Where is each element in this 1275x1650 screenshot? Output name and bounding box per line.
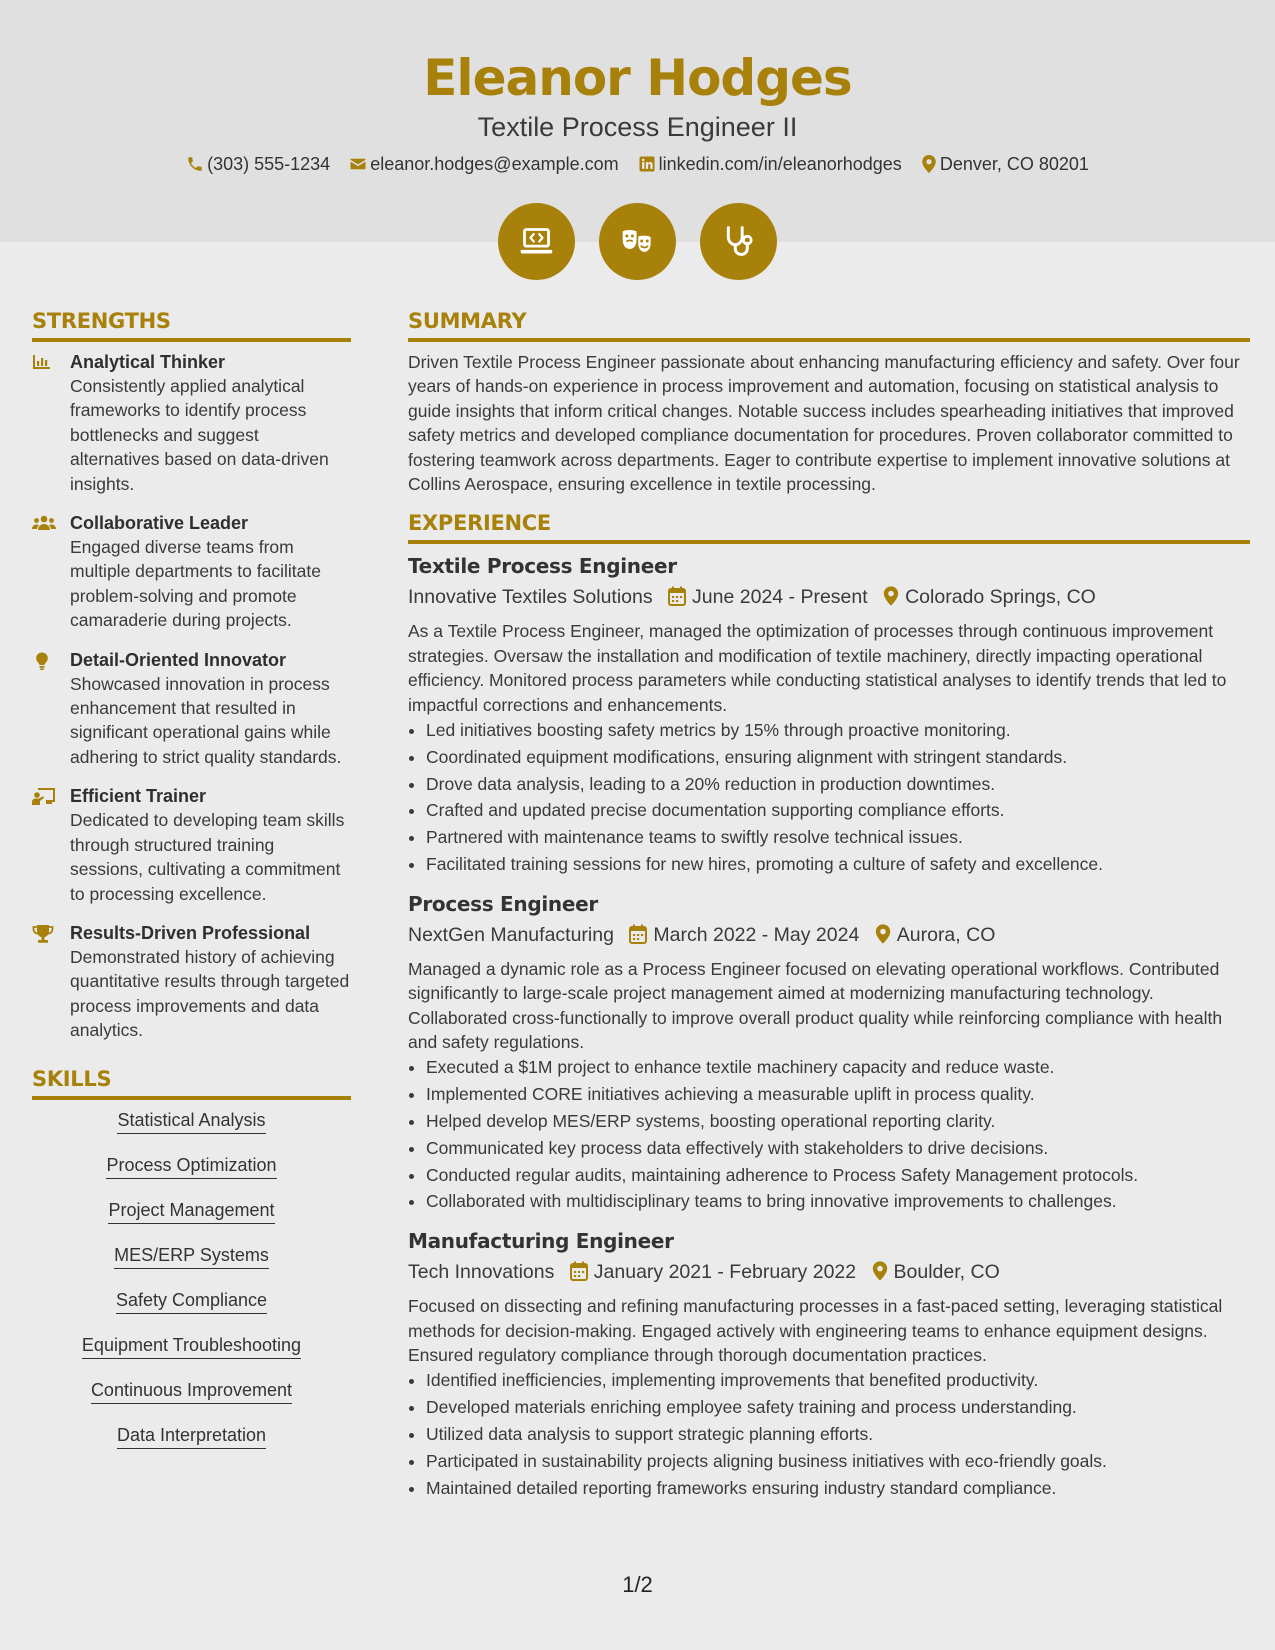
- job-dates-text: January 2021 - February 2022: [593, 1261, 857, 1284]
- skill-item: [32, 1423, 351, 1449]
- strength-desc: Engaged diverse teams from multiple departments to facilitate problem-solving and promote camaraderie during projects.: [70, 537, 321, 631]
- skill-label: Process Optimization: [106, 1153, 276, 1179]
- badge-laptop-code: [498, 203, 575, 280]
- strength-item: [32, 648, 351, 770]
- skill-item: [32, 1108, 351, 1134]
- job-description: Managed a dynamic role as a Process Engineer focused on elevating operational workflows. Contributed significantly to large-scale project management aimed at modernizing manufacturing technology. Collaborated cross-functionally to improve overall product quality while reinforcing compliance with health and safety regulations.: [408, 958, 1223, 1053]
- bullet-item: • Developed materials enriching employee safety training and process understanding.: [426, 1394, 1250, 1421]
- bullet-item: • Implemented CORE initiatives achieving a measurable uplift in process quality.: [426, 1081, 1250, 1108]
- skills-heading: SKILLS: [32, 1066, 351, 1100]
- candidate-title: Textile Process Engineer II: [477, 112, 798, 142]
- summary-heading: SUMMARY: [408, 308, 1250, 342]
- bullet-item: • Crafted and updated precise documentation supporting compliance efforts.: [426, 797, 1250, 824]
- strength-item: [32, 921, 351, 1043]
- theater-masks-icon: [619, 223, 656, 260]
- strength-item: [32, 350, 351, 496]
- job-dates-text: June 2024 - Present: [692, 586, 868, 609]
- job-bullets: [408, 1367, 1250, 1501]
- job-location-text: Colorado Springs, CO: [905, 586, 1096, 609]
- linkedin-icon: [638, 155, 656, 173]
- map-marker-icon: [875, 924, 891, 944]
- strengths-heading: STRENGTHS: [32, 308, 351, 342]
- skill-label: Data Interpretation: [117, 1423, 266, 1449]
- strength-desc: Demonstrated history of achieving quantitative results through targeted process improvements and data analytics.: [70, 946, 350, 1041]
- bullet-item: • Collaborated with multidisciplinary teams to bring innovative improvements to challenges.: [426, 1188, 1250, 1215]
- job-dates: [668, 583, 868, 611]
- map-marker-icon: [872, 1261, 888, 1281]
- skill-item: [32, 1153, 351, 1179]
- page-number: 1/2: [622, 1572, 653, 1597]
- job-bullets: [408, 717, 1250, 878]
- skill-item: [32, 1243, 351, 1269]
- job-bullets: [408, 1054, 1250, 1215]
- stethoscope-icon: [720, 223, 757, 260]
- calendar-icon: [629, 924, 647, 944]
- job-company: Tech Innovations: [408, 1261, 555, 1284]
- laptop-code-icon: [518, 223, 555, 260]
- bullet-item: • Participated in sustainability projects aligning business initiatives with eco-friendly goals.: [426, 1448, 1250, 1475]
- skill-label: Statistical Analysis: [117, 1108, 265, 1134]
- skill-item: [32, 1198, 351, 1224]
- job-description: Focused on dissecting and refining manufacturing processes in a fast-paced setting, leveraging statistical methods for decision-making. Engaged actively with engineering teams to enhance equipment designs. Ensured regulatory compliance through thorough documentation practices.: [408, 1296, 1223, 1366]
- job-company: NextGen Manufacturing: [408, 923, 614, 946]
- strength-title: Collaborative Leader: [70, 513, 249, 534]
- bullet-item: • Coordinated equipment modifications, ensuring alignment with stringent standards.: [426, 744, 1250, 771]
- strength-desc: Consistently applied analytical frameworks to identify process bottlenecks and suggest alternatives based on data-driven insights.: [70, 376, 329, 494]
- interest-badges: [0, 203, 1275, 280]
- bullet-item: • Helped develop MES/ERP systems, boosting operational reporting clarity.: [426, 1108, 1250, 1135]
- job-location: [872, 1258, 1000, 1286]
- trophy-icon: [32, 924, 54, 944]
- bullet-item: • Facilitated training sessions for new hires, promoting a culture of safety and excellence.: [426, 851, 1250, 878]
- experience-heading: EXPERIENCE: [408, 510, 1250, 544]
- job-location: [875, 921, 996, 949]
- job-company: Innovative Textiles Solutions: [408, 586, 653, 609]
- job-title: Process Engineer: [408, 891, 598, 916]
- badge-stethoscope: [700, 203, 777, 280]
- bullet-item: • Led initiatives boosting safety metrics by 15% through proactive monitoring.: [426, 717, 1250, 744]
- location-text: Denver, CO 80201: [939, 154, 1089, 174]
- users-icon: [32, 514, 56, 532]
- job-dates-text: March 2022 - May 2024: [653, 923, 860, 946]
- bullet-item: • Conducted regular audits, maintaining adherence to Process Safety Management protocols.: [426, 1162, 1250, 1189]
- map-marker-icon: [921, 155, 937, 173]
- skill-label: Continuous Improvement: [91, 1378, 292, 1404]
- strength-title: Analytical Thinker: [70, 352, 226, 372]
- summary-text: Driven Textile Process Engineer passionate about enhancing manufacturing efficiency and safety. Over four years of hands-on experience in process improvement and automation, focusing on statistical analysis to guide insights that inform critical changes. Notable success includes spearheading initiatives that improved safety metrics and developed compliance documentation for procedures. Proven collaborator committed to fostering teamwork across departments. Eager to contribute expertise to implement innovative solutions at Collins Aerospace, ensuring excellence in textile processing.: [408, 352, 1240, 495]
- job-location: [883, 583, 1096, 611]
- job-meta: [408, 583, 1250, 611]
- contact-bar: [0, 152, 1275, 176]
- job-title: Textile Process Engineer: [408, 554, 677, 579]
- right-column: [408, 308, 1250, 1513]
- left-column: [32, 308, 351, 1468]
- skill-label: Project Management: [108, 1198, 274, 1224]
- email-text: eleanor.hodges@example.com: [370, 154, 619, 174]
- job-title: Manufacturing Engineer: [408, 1229, 674, 1254]
- bullet-item: • Executed a $1M project to enhance textile machinery capacity and reduce waste.: [426, 1054, 1250, 1081]
- strength-desc: Dedicated to developing team skills through structured training sessions, cultivating a commitment to processing excellence.: [70, 810, 345, 904]
- envelope-icon: [349, 155, 367, 173]
- bar-chart-icon: [32, 353, 52, 371]
- job-meta: [408, 1258, 1250, 1286]
- bullet-item: • Drove data analysis, leading to a 20% reduction in production downtimes.: [426, 771, 1250, 798]
- contact-phone[interactable]: [186, 152, 330, 176]
- job-location-text: Aurora, CO: [896, 923, 996, 946]
- strength-title: Detail-Oriented Innovator: [70, 649, 287, 670]
- skill-item: [32, 1378, 351, 1404]
- bullet-item: • Partnered with maintenance teams to swiftly resolve technical issues.: [426, 824, 1250, 851]
- skill-item: [32, 1288, 351, 1314]
- chalkboard-teacher-icon: [32, 787, 56, 807]
- badge-theater-masks: [599, 203, 676, 280]
- calendar-icon: [570, 1261, 588, 1281]
- map-marker-icon: [883, 586, 899, 606]
- candidate-name: Eleanor Hodges: [423, 49, 852, 107]
- job-location-text: Boulder, CO: [893, 1261, 1000, 1284]
- skill-label: Equipment Troubleshooting: [82, 1333, 301, 1359]
- strength-title: Efficient Trainer: [70, 786, 207, 807]
- contact-linkedin[interactable]: [638, 152, 902, 176]
- linkedin-text: linkedin.com/in/eleanorhodges: [658, 154, 902, 174]
- contact-email[interactable]: [349, 152, 618, 176]
- job-dates: [570, 1258, 856, 1286]
- job-description: As a Textile Process Engineer, managed the optimization of processes through continuous improvement strategies. Oversaw the installation and modification of textile machinery, directly impacting operational efficiency. Monitored process parameters while conducting statistical analyses to identify trends that led to impactful corrections and enhancements.: [408, 621, 1227, 715]
- bullet-item: • Communicated key process data effectively with stakeholders to drive decisions.: [426, 1135, 1250, 1162]
- calendar-icon: [668, 586, 686, 606]
- job-meta: [408, 921, 1250, 949]
- bullet-item: • Utilized data analysis to support strategic planning efforts.: [426, 1421, 1250, 1448]
- skill-label: Safety Compliance: [116, 1288, 267, 1314]
- job-dates: [629, 921, 859, 949]
- bullet-item: • Identified inefficiencies, implementing improvements that benefited productivity.: [426, 1367, 1250, 1394]
- phone-icon: [186, 155, 204, 173]
- job-entry: [408, 1227, 1250, 1501]
- strength-item: [32, 511, 351, 633]
- contact-location: [921, 152, 1089, 176]
- bullet-item: • Maintained detailed reporting frameworks ensuring industry standard compliance.: [426, 1475, 1250, 1502]
- strength-title: Results-Driven Professional: [70, 922, 311, 943]
- strength-item: [32, 784, 351, 906]
- strength-desc: Showcased innovation in process enhancement that resulted in significant operational gains while adhering to strict quality standards.: [70, 673, 342, 767]
- phone-text: (303) 555-1234: [207, 154, 331, 174]
- skill-label: MES/ERP Systems: [114, 1243, 269, 1269]
- skill-item: [32, 1333, 351, 1359]
- job-entry: [408, 552, 1250, 877]
- lightbulb-icon: [32, 651, 52, 671]
- job-entry: [408, 890, 1250, 1215]
- skills-list: [32, 1108, 351, 1449]
